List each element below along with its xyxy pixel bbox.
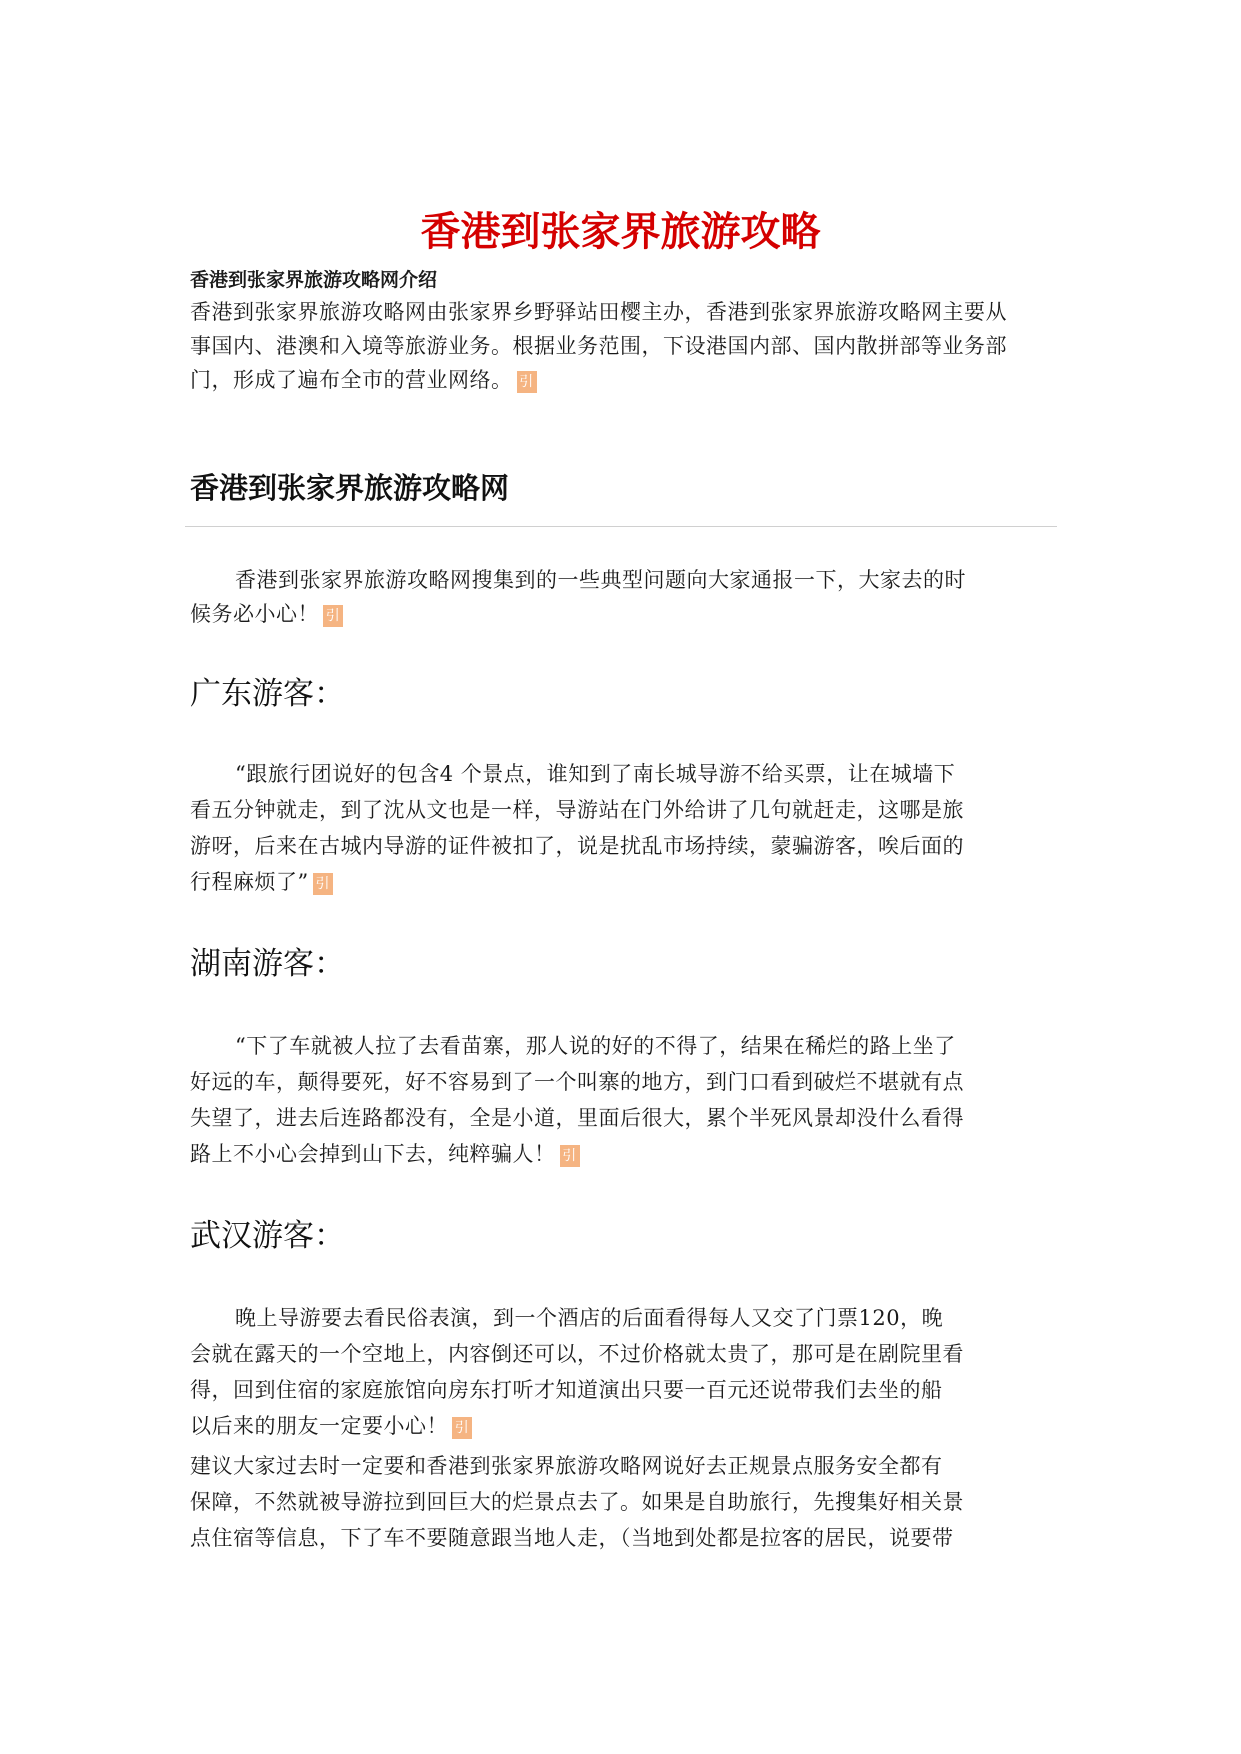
wuhan-heading: 武汉游客：	[190, 1218, 345, 1254]
citation-mark-icon[interactable]: 引	[313, 873, 333, 895]
wuhan-line-1: 晚上导游要去看民俗表演，到一个酒店的后面看得每人又交了门票120，晚	[235, 1306, 944, 1330]
citation-mark-icon[interactable]: 引	[323, 605, 343, 627]
intro-subtitle: 香港到张家界旅游攻略网介绍	[190, 269, 438, 291]
section-divider	[185, 526, 1057, 527]
intro-line-1: 香港到张家界旅游攻略网由张家界乡野驿站田樱主办，香港到张家界旅游攻略网主要从	[190, 300, 1007, 324]
guangdong-line-3: 游呀，后来在古城内导游的证件被扣了，说是扰乱市场持续，蒙骗游客，唉后面的	[190, 834, 964, 858]
hunan-line-3: 失望了，进去后连路都没有，全是小道，里面后很大，累个半死风景却没什么看得	[190, 1106, 964, 1130]
advice-line-1: 建议大家过去时一定要和香港到张家界旅游攻略网说好去正规景点服务安全都有	[190, 1454, 943, 1478]
section-line-1: 香港到张家界旅游攻略网搜集到的一些典型问题向大家通报一下，大家去的时	[235, 568, 966, 592]
advice-line-3: 点住宿等信息，下了车不要随意跟当地人走，（当地到处都是拉客的居民，说要带	[190, 1526, 954, 1550]
section-line-2-text: 候务必小心！	[190, 602, 319, 626]
citation-mark-icon[interactable]: 引	[560, 1145, 580, 1167]
intro-line-3-text: 门，形成了遍布全市的营业网络。	[190, 368, 513, 392]
wuhan-line-2: 会就在露天的一个空地上，内容倒还可以，不过价格就太贵了，那可是在剧院里看	[190, 1342, 964, 1366]
section-line-2	[190, 598, 343, 628]
guangdong-line-4-text: 行程麻烦了”	[190, 870, 309, 894]
wuhan-line-4-text: 以后来的朋友一定要小心！	[190, 1414, 448, 1438]
guangdong-line-4	[190, 866, 333, 896]
wuhan-line-4	[190, 1410, 472, 1440]
hunan-line-1: “下了车就被人拉了去看苗寨，那人说的好的不得了，结果在稀烂的路上坐了	[235, 1034, 956, 1058]
intro-line-3	[190, 364, 537, 394]
hunan-line-4	[190, 1138, 580, 1168]
hunan-line-2: 好远的车，颠得要死，好不容易到了一个叫寨的地方，到门口看到破烂不堪就有点	[190, 1070, 964, 1094]
guangdong-line-1: “跟旅行团说好的包含4 个景点，谁知到了南长城导游不给买票，让在城墙下	[235, 762, 956, 786]
hunan-line-4-text: 路上不小心会掉到山下去，纯粹骗人！	[190, 1142, 556, 1166]
citation-mark-icon[interactable]: 引	[452, 1417, 472, 1439]
guangdong-heading: 广东游客：	[190, 676, 345, 712]
citation-mark-icon[interactable]: 引	[517, 371, 537, 393]
section-heading: 香港到张家界旅游攻略网	[190, 471, 510, 505]
page-title: 香港到张家界旅游攻略	[420, 209, 821, 255]
guangdong-line-2: 看五分钟就走，到了沈从文也是一样，导游站在门外给讲了几句就赶走，这哪是旅	[190, 798, 964, 822]
intro-line-2: 事国内、港澳和入境等旅游业务。根据业务范围，下设港国内部、国内散拼部等业务部	[190, 334, 1007, 358]
wuhan-line-3: 得，回到住宿的家庭旅馆向房东打听才知道演出只要一百元还说带我们去坐的船	[190, 1378, 943, 1402]
advice-line-2: 保障，不然就被导游拉到回巨大的烂景点去了。如果是自助旅行，先搜集好相关景	[190, 1490, 964, 1514]
hunan-heading: 湖南游客：	[190, 946, 345, 982]
